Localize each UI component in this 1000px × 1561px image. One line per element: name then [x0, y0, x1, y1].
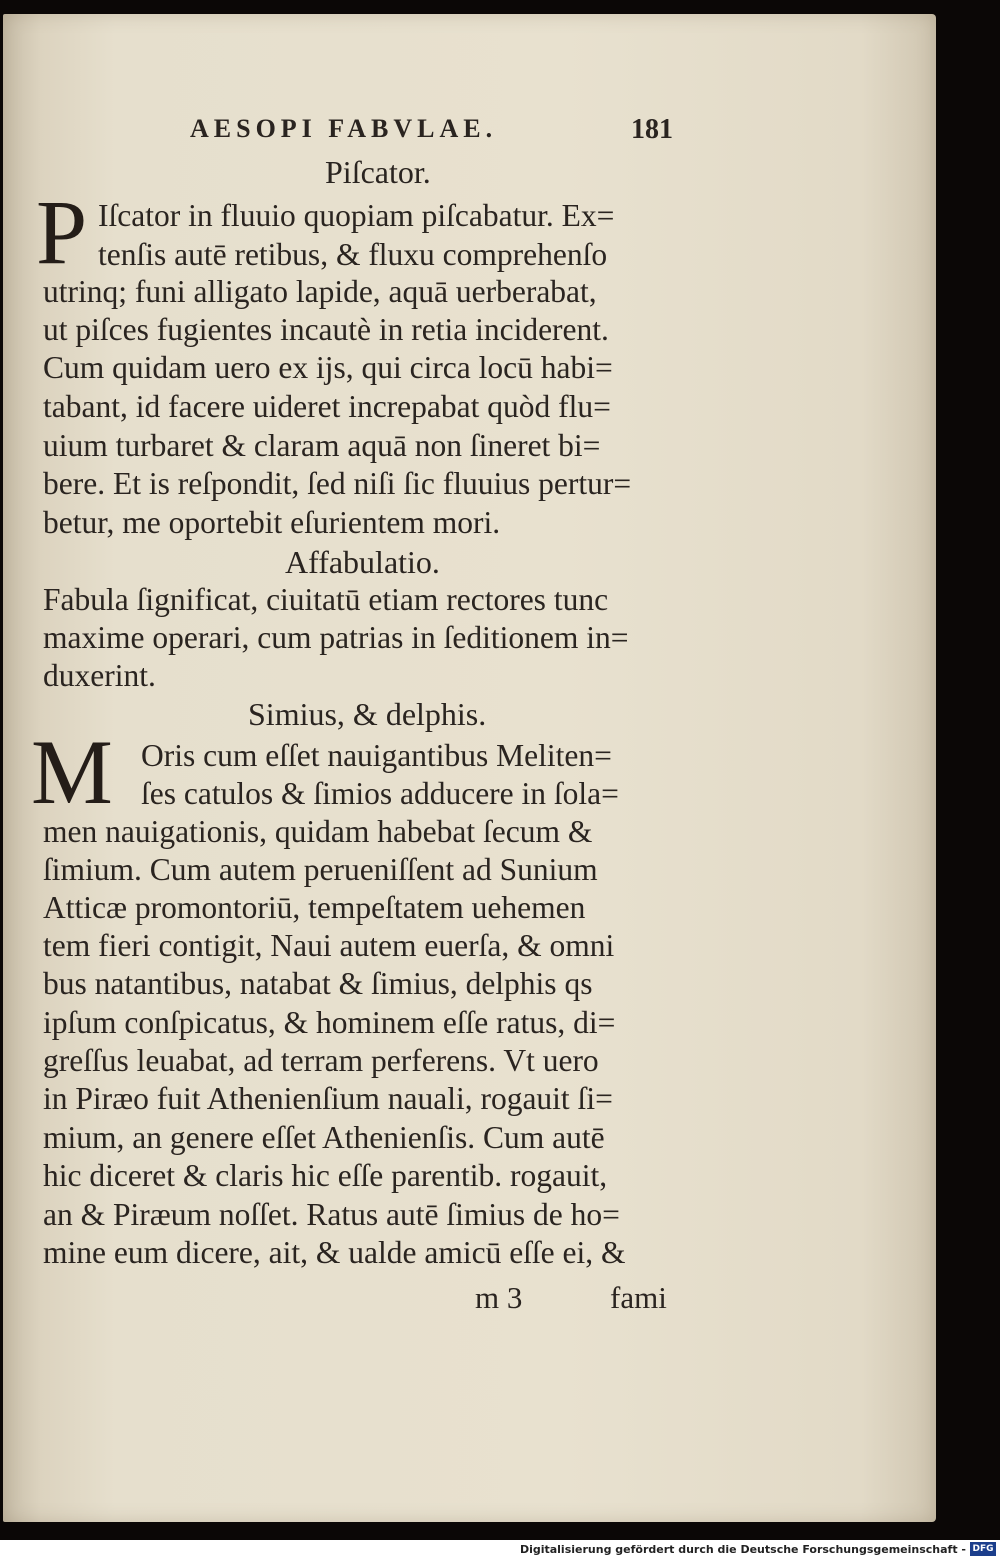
fable1-line: Cum quidam uero ex ijs, qui circa locū habi= [43, 350, 613, 385]
fable2-line: in Piræo fuit Athenienſium nauali, rogauit ſi= [43, 1081, 613, 1116]
fable2-line: greſſus leuabat, ad terram perferens. Vt uero [43, 1043, 599, 1078]
fable2-line: ſes catulos & ſimios adducere in ſola= [141, 776, 619, 811]
dfg-logo: DFG [970, 1542, 996, 1556]
fable1-line: uium turbaret & claram aquā non ſineret bi= [43, 428, 601, 463]
fable2-line: tem fieri contigit, Naui autem euerſa, & omni [43, 928, 615, 963]
fable1-line: betur, me oportebit eſurientem mori. [43, 505, 501, 540]
fable2-title: Simius, & delphis. [248, 696, 487, 732]
moral1-line: maxime operari, cum patrias in ſeditionem in= [43, 620, 629, 655]
book-page [3, 14, 936, 1522]
catchword: fami [610, 1280, 667, 1315]
moral1-line: duxerint. [43, 658, 156, 693]
fable2-line: bus natantibus, natabat & ſimius, delphis qs [43, 966, 593, 1001]
fable2-line: an & Piræum noſſet. Ratus autē ſimius de ho= [43, 1197, 620, 1232]
fable1-line: utrinq; funi alligato lapide, aquā uerberabat, [43, 274, 597, 309]
fable2-line: Oris cum eſſet nauigantibus Meliten= [141, 738, 612, 773]
fable2-line: ipſum conſpicatus, & hominem eſſe ratus, di= [43, 1005, 616, 1040]
fable2-line: Atticæ promontoriū, tempeſtatem uehemen [43, 890, 586, 925]
fable1-line: ut piſces fugientes incautè in retia inciderent. [43, 312, 609, 347]
running-head: AESOPI FABVLAE. [190, 114, 498, 143]
fable1-line: tenſis autē retibus, & fluxu comprehenſo [98, 237, 608, 272]
fable1-title: Piſcator. [325, 154, 431, 190]
digitization-credit: Digitalisierung gefördert durch die Deutsche Forschungsgemeinschaft - [519, 1543, 966, 1556]
page-number: 181 [631, 114, 673, 145]
fable1-line: tabant, id facere uideret increpabat quòd flu= [43, 389, 611, 424]
fable2-line: hic diceret & claris hic eſſe parentib. rogauit, [43, 1158, 608, 1193]
fable2-line: mine eum dicere, ait, & ualde amicū eſſe ei, & [43, 1235, 626, 1270]
fable1-line: bere. Et is reſpondit, ſed niſi ſic fluuius pertur= [43, 466, 632, 501]
fable2-line: ſimium. Cum autem perueniſſent ad Sunium [43, 852, 598, 887]
fable2-dropcap: M [31, 721, 113, 823]
signature-mark: m 3 [475, 1280, 523, 1315]
moral1-line: Fabula ſignificat, ciuitatū etiam rectores tunc [43, 582, 609, 617]
moral1-title: Affabulatio. [285, 544, 440, 580]
fable2-line: men nauigationis, quidam habebat ſecum & [43, 814, 593, 849]
fable1-line: Iſcator in fluuio quopiam piſcabatur. Ex= [98, 198, 615, 233]
fable2-line: mium, an genere eſſet Athenienſis. Cum autē [43, 1120, 605, 1155]
fable1-dropcap: P [36, 181, 88, 283]
